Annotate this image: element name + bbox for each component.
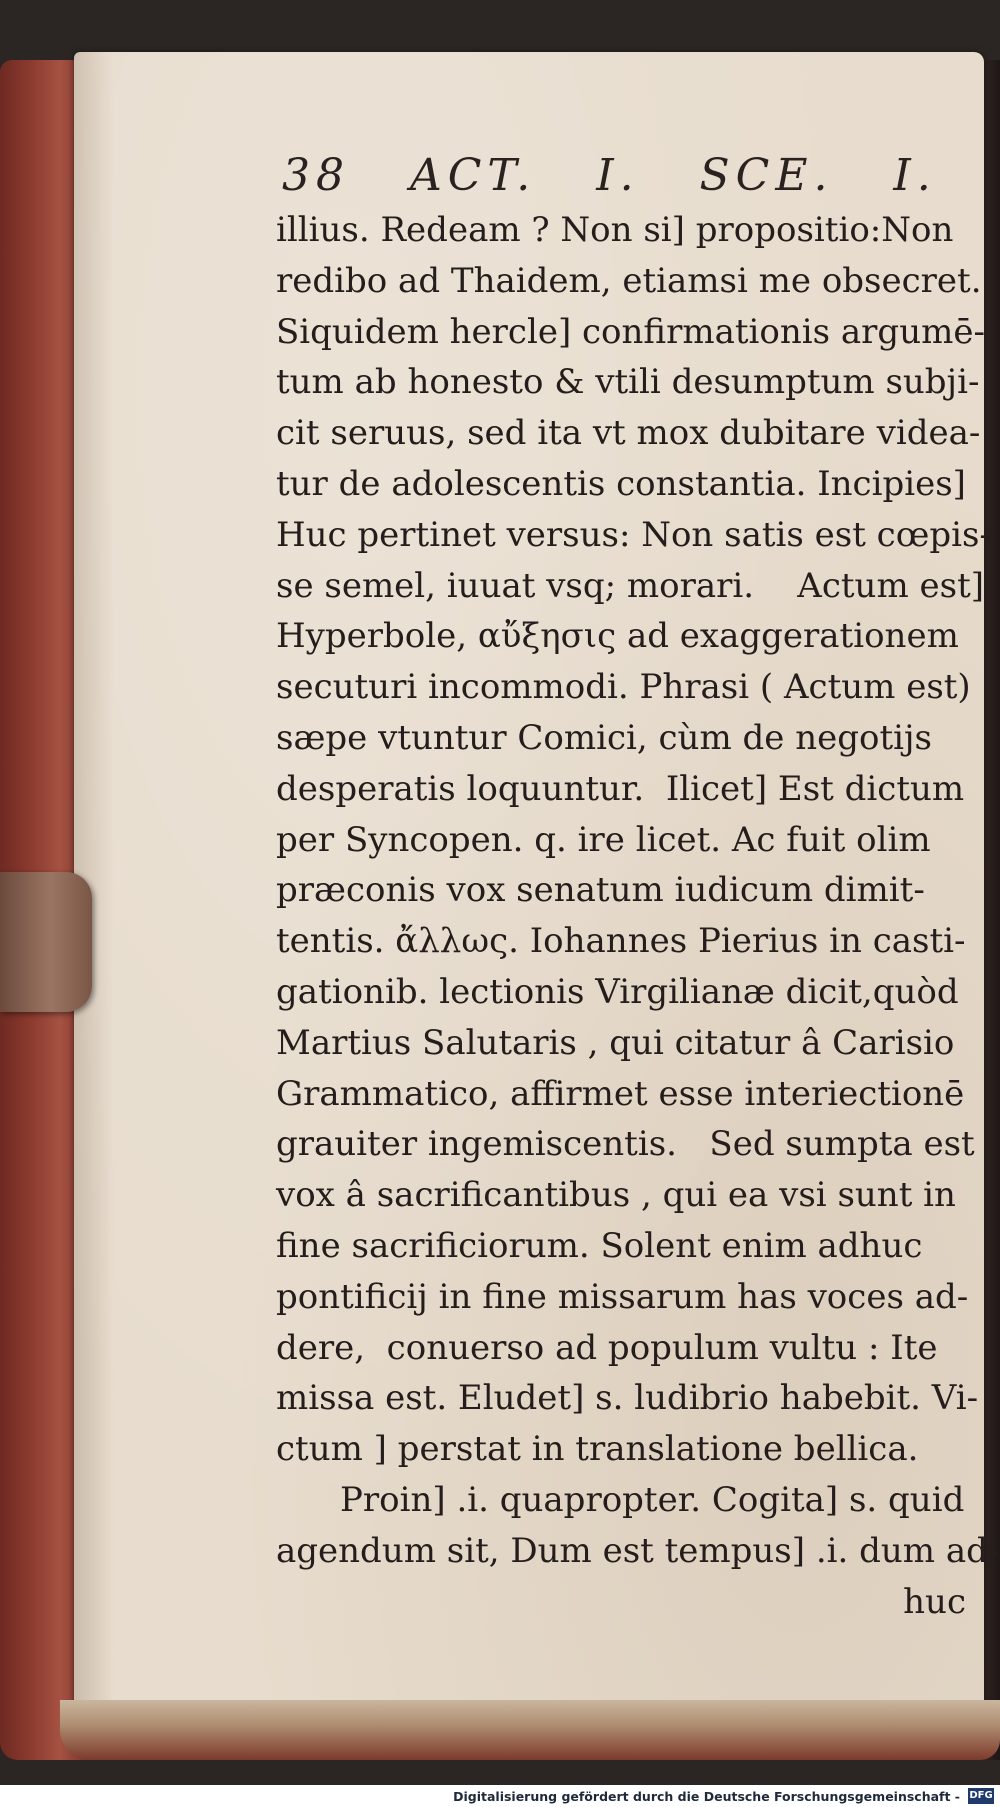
text-line: vox â sacrificantibus , qui ea vsi sunt in (276, 1175, 956, 1216)
text-line: illius. Redeam ? Non si] propositio:Non (276, 210, 954, 250)
text-line: tur de adolescentis constantia. Incipies] (276, 463, 966, 504)
text-line: secuturi incommodi. Phrasi ( Actum est) (276, 667, 971, 708)
text-line: gationib. lectionis Virgilianæ dicit,quòd (276, 971, 959, 1012)
text-line: fine sacrificiorum. Solent enim adhuc (276, 1225, 923, 1266)
clasp-strap (0, 872, 92, 1012)
footer-credit: Digitalisierung gefördert durch die Deutsche Forschungsgemeinschaft - (453, 1788, 960, 1804)
text-line: præconis vox senatum iudicum dimit- (276, 870, 925, 911)
text-line: Hyperbole, αὔξησις ad exaggerationem (276, 616, 959, 657)
catchword: huc (903, 1581, 966, 1622)
running-header: 38 ACT. I. SCE. I. (282, 150, 937, 201)
text-line: desperatis loquuntur. Ilicet] Est dictum (276, 768, 965, 809)
text-line: cit seruus, sed ita vt mox dubitare videa- (276, 413, 981, 454)
text-line: pontificij in fine missarum has voces ad- (276, 1276, 969, 1317)
text-line: grauiter ingemiscentis. Sed sumpta est (276, 1124, 975, 1165)
text-line: ctum ] perstat in translatione bellica. (276, 1429, 919, 1470)
text-line: missa est. Eludet] s. ludibrio habebit. Vi- (276, 1378, 979, 1419)
text-line: Martius Salutaris , qui citatur â Carisio (276, 1022, 955, 1063)
text-line: se semel, iuuat vsq; morari. Actum est] (276, 565, 984, 606)
text-line: tentis. ἄλλως. Iohannes Pierius in casti- (276, 921, 966, 962)
body-text (276, 205, 1000, 1627)
text-line: redibo ad Thaidem, etiamsi me obsecret. (276, 260, 982, 301)
text-line: sæpe vtuntur Comici, cùm de negotijs (276, 717, 932, 758)
text-line: tum ab honesto & vtili desumptum subji- (276, 362, 980, 403)
text-line: Proin] .i. quapropter. Cogita] s. quid (340, 1479, 965, 1520)
text-line: Siquidem hercle] confirmationis argumē- (276, 311, 985, 352)
text-line: per Syncopen. q. ire licet. Ac fuit olim (276, 819, 931, 860)
text-line: Huc pertinet versus: Non satis est cœpis- (276, 514, 991, 555)
text-line: agendum sit, Dum est tempus] .i. dum ad- (276, 1530, 1000, 1571)
text-line: Grammatico, affirmet esse interiectionē (276, 1073, 965, 1114)
footer-bar (0, 1785, 1000, 1807)
dfg-logo-icon: DFG (968, 1788, 994, 1804)
page-stack-edge (60, 1700, 1000, 1760)
text-line: dere, conuerso ad populum vultu : Ite (276, 1327, 938, 1368)
